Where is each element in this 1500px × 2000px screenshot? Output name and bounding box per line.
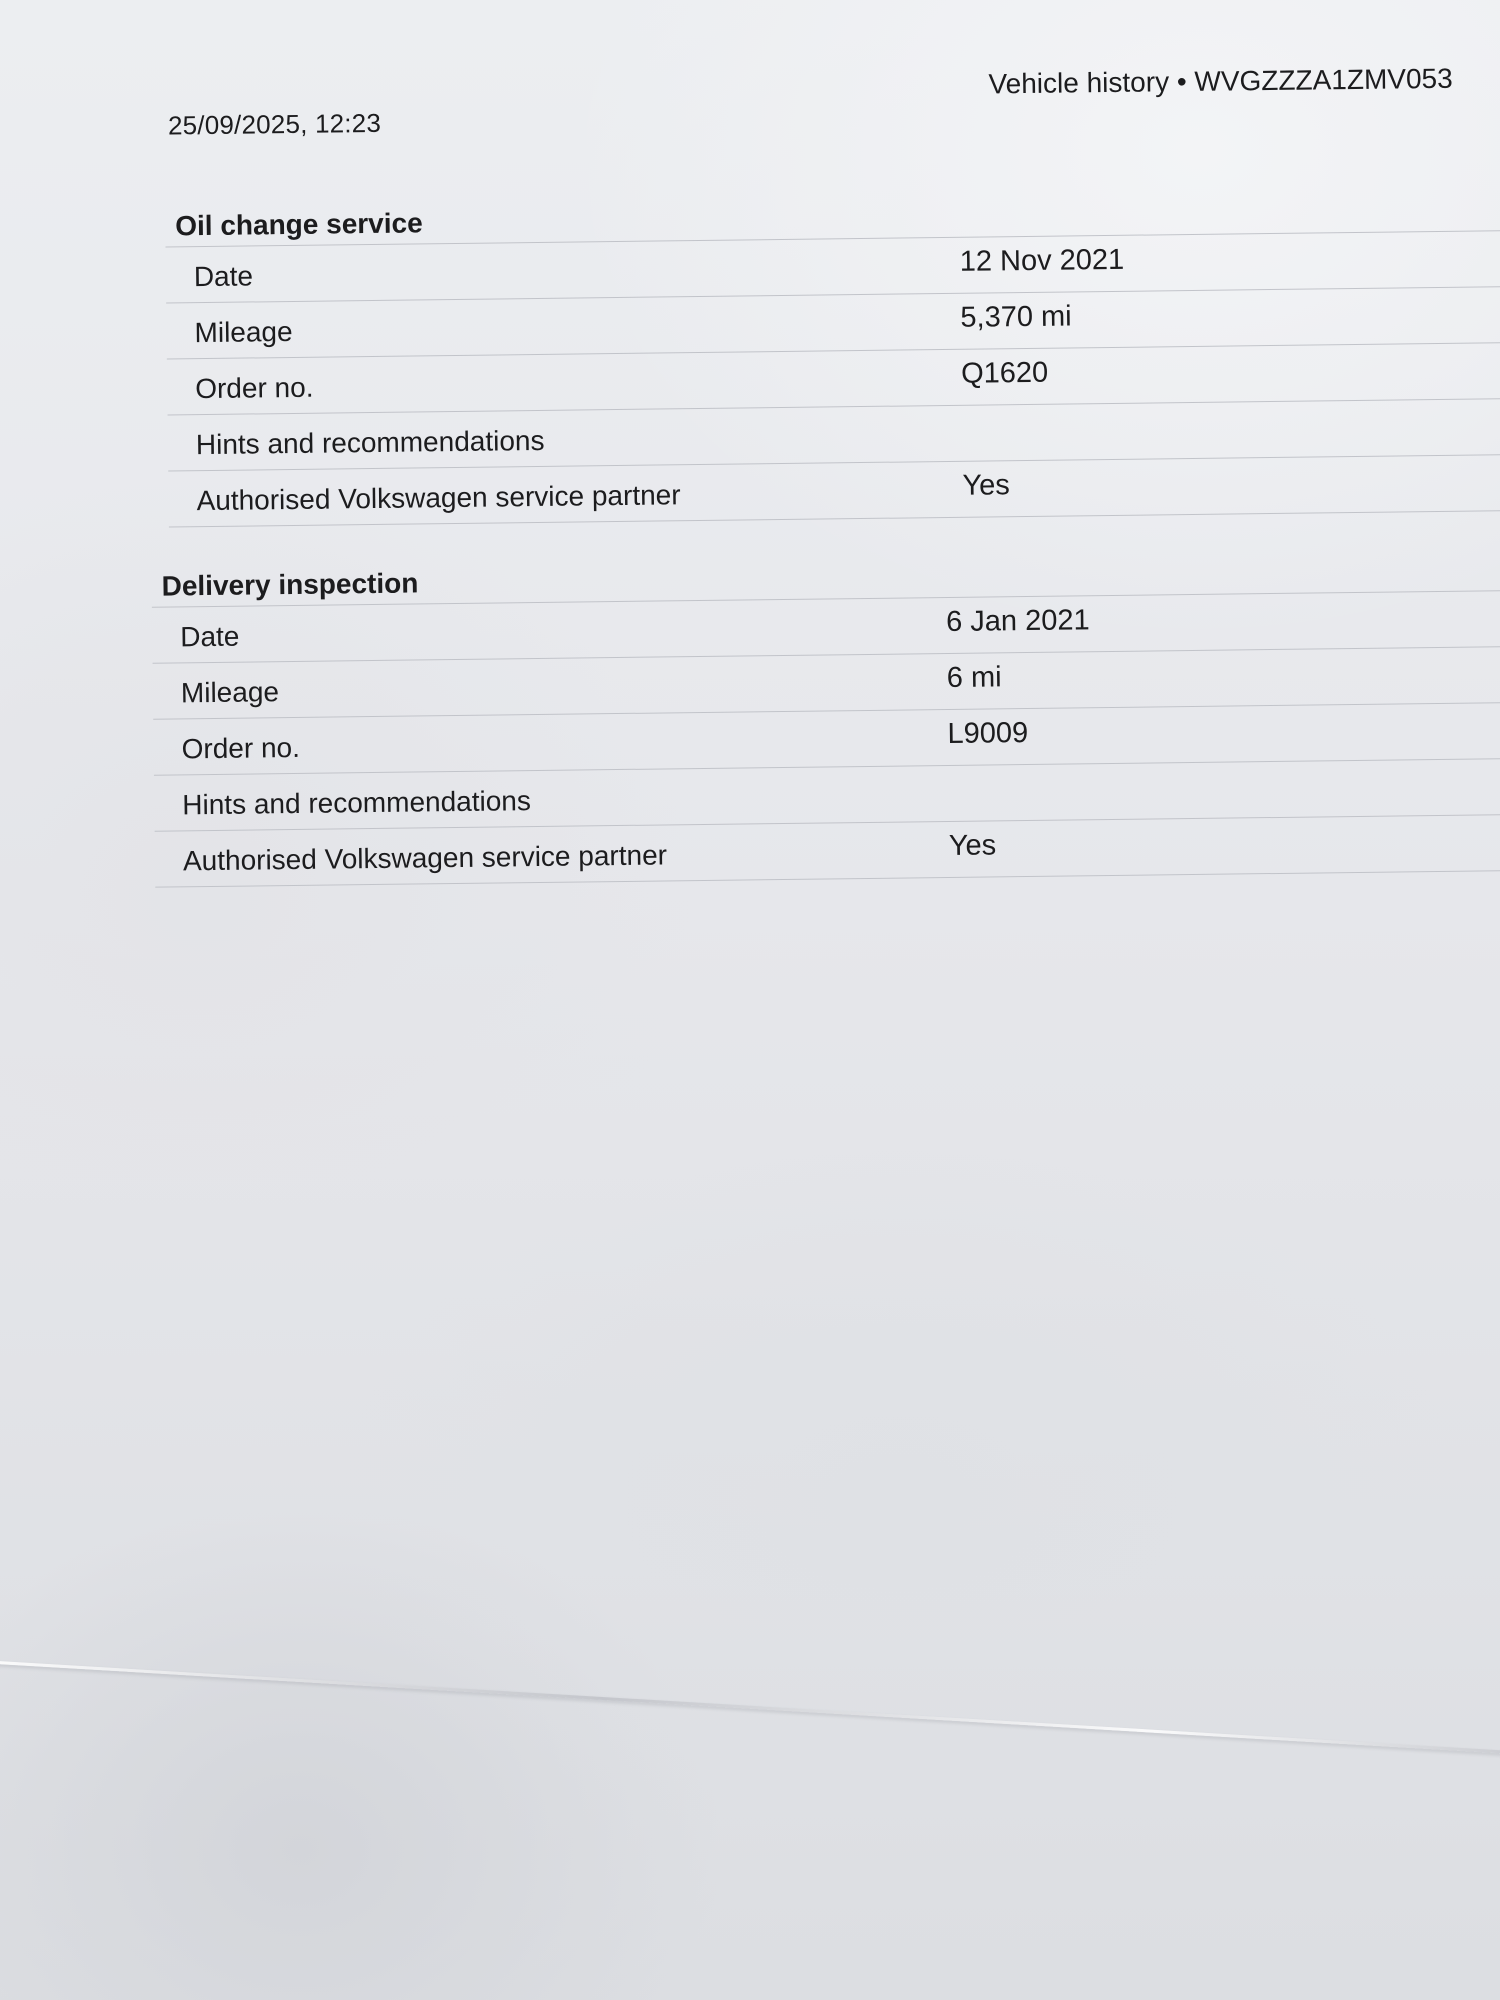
section-oil-change-service: [165, 190, 1500, 528]
document-title: Vehicle history • WVGZZZA1ZMV053: [988, 62, 1453, 100]
row-label: Date: [193, 260, 254, 293]
print-timestamp: 25/09/2025, 12:23: [167, 107, 382, 141]
section-title: Oil change service: [175, 207, 423, 242]
row-value: 6 Jan 2021: [945, 604, 1090, 639]
row-value: Yes: [948, 829, 997, 862]
row-label: Order no.: [195, 371, 314, 405]
detail-table: [152, 590, 1500, 888]
row-label: Mileage: [180, 676, 280, 709]
row-label: Hints and recommendations: [195, 424, 545, 461]
row-value: Yes: [962, 469, 1010, 502]
row-label: Authorised Volkswagen service partner: [182, 839, 668, 877]
row-value: 5,370 mi: [960, 300, 1072, 334]
row-label: Mileage: [194, 315, 293, 349]
row-label: Hints and recommendations: [182, 785, 532, 821]
row-label: Authorised Volkswagen service partner: [196, 479, 681, 517]
row-value: Q1620: [960, 356, 1049, 390]
row-label: Date: [180, 620, 240, 653]
row-value: 12 Nov 2021: [959, 243, 1125, 278]
detail-table: [165, 230, 1500, 528]
row-label: Order no.: [181, 731, 301, 765]
row-value: L9009: [947, 717, 1029, 750]
section-delivery-inspection: [151, 550, 1500, 888]
row-value: 6 mi: [946, 661, 1002, 695]
section-title: Delivery inspection: [161, 567, 419, 602]
